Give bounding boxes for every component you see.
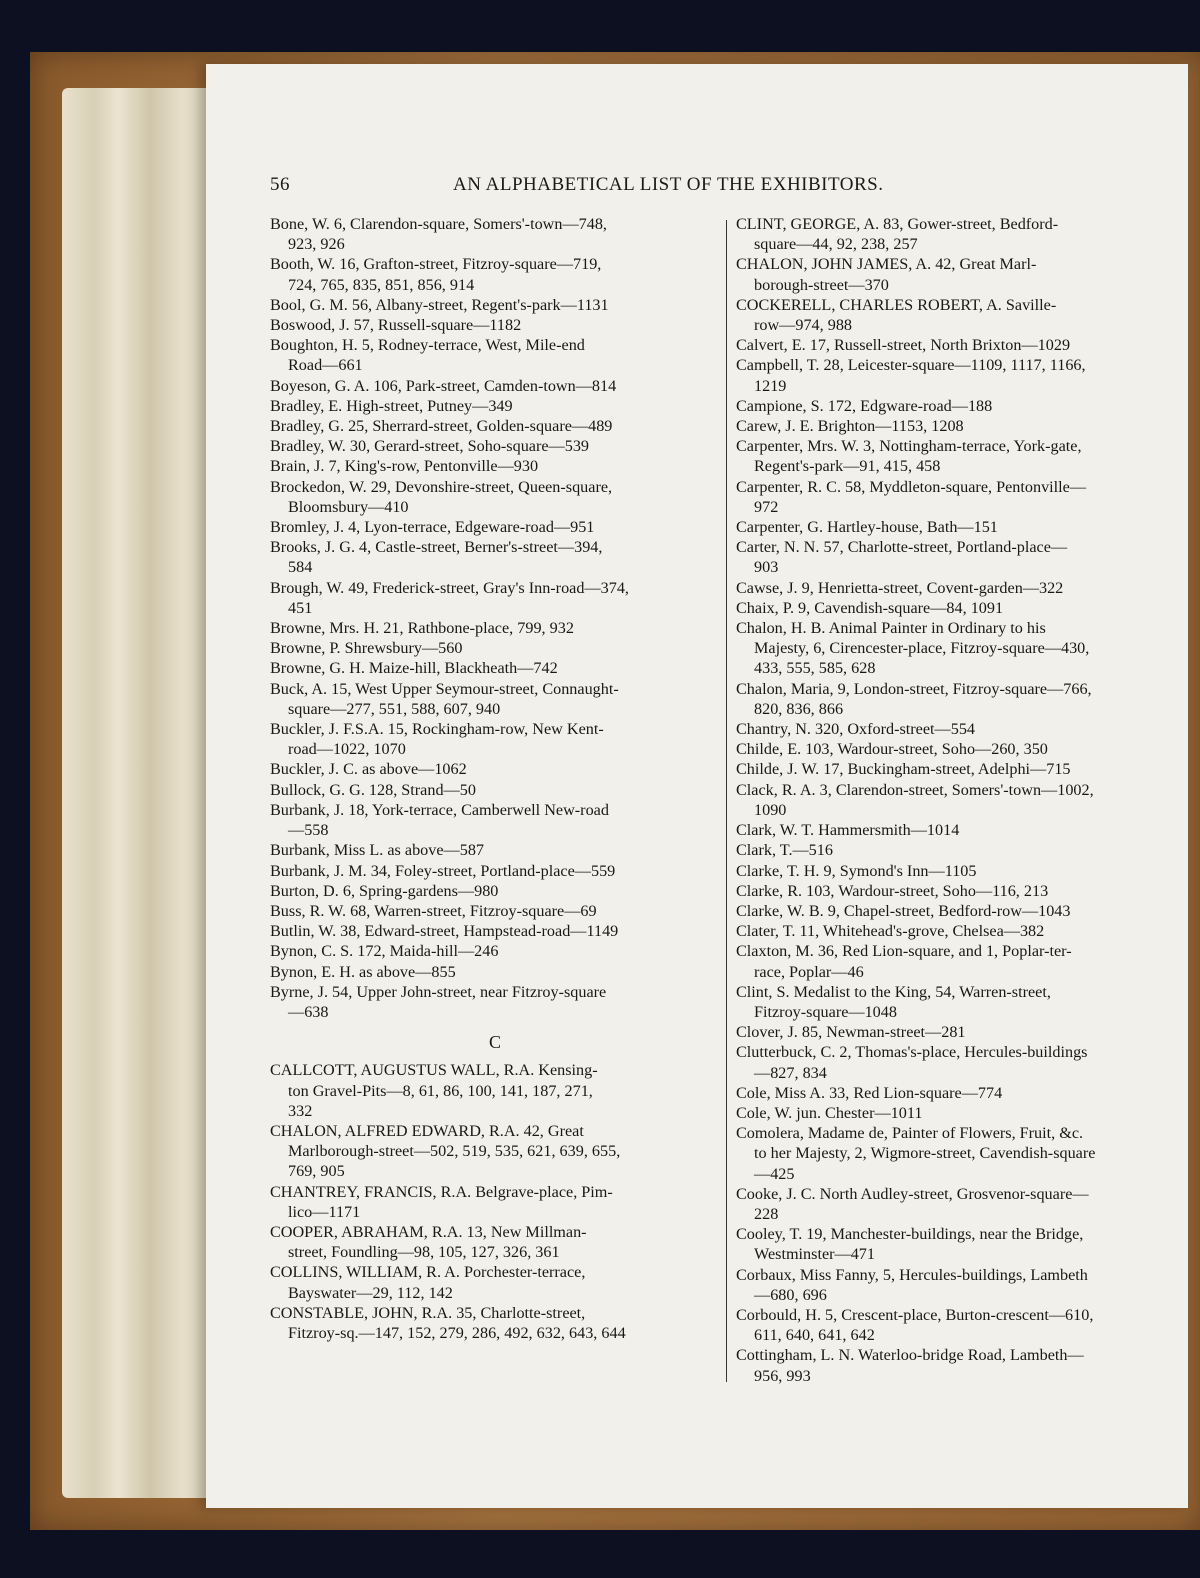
entry-line: Carter, N. N. 57, Charlotte-street, Portland-place—	[736, 538, 1068, 557]
entry-continuation: 724, 765, 835, 851, 856, 914	[288, 275, 475, 294]
list-item	[270, 800, 721, 840]
section-letter: C	[488, 1032, 502, 1053]
list-item	[270, 376, 721, 396]
list-item	[270, 436, 721, 456]
entry-line: Campione, S. 172, Edgware-road—188	[736, 396, 993, 415]
entry-line: Chaix, P. 9, Cavendish-square—84, 1091	[736, 598, 1004, 617]
page-header	[270, 174, 1180, 200]
list-item	[270, 982, 721, 1022]
entry-continuation: Road—661	[288, 356, 363, 375]
list-item	[736, 1042, 1183, 1082]
entry-line: Corbaux, Miss Fanny, 5, Hercules-buildings, Lambeth	[736, 1265, 1088, 1284]
entry-line: Brain, J. 7, King's-row, Pentonville—930	[270, 457, 539, 476]
entry-continuation: 972	[754, 497, 779, 516]
list-item	[736, 1345, 1183, 1385]
list-item	[736, 1123, 1183, 1184]
list-item	[736, 759, 1183, 779]
entry-line: Carew, J. E. Brighton—1153, 1208	[736, 417, 964, 436]
entry-line: Browne, G. H. Maize-hill, Blackheath—742	[270, 659, 558, 678]
entry-line: Boyeson, G. A. 106, Park-street, Camden-town—814	[270, 376, 617, 395]
list-item	[270, 941, 721, 961]
entry-continuation: square—277, 551, 588, 607, 940	[288, 699, 501, 718]
list-item	[736, 719, 1183, 739]
entry-line: Bullock, G. G. 128, Strand—50	[270, 780, 476, 799]
entry-line: Brough, W. 49, Frederick-street, Gray's Inn-road—374,	[270, 578, 629, 597]
list-item	[736, 598, 1183, 618]
entry-line: Butlin, W. 38, Edward-street, Hampstead-road—1149	[270, 922, 619, 941]
list-item	[736, 820, 1183, 840]
entry-line: CHALON, ALFRED EDWARD, R.A. 42, Great	[270, 1121, 584, 1140]
entry-line: Burbank, Miss L. as above—587	[270, 841, 485, 860]
list-item	[270, 921, 721, 941]
right-column	[736, 214, 1183, 1386]
list-item	[270, 517, 721, 537]
entry-line: Chalon, Maria, 9, London-street, Fitzroy-square—766,	[736, 679, 1092, 698]
entry-line: Cottingham, L. N. Waterloo-bridge Road, Lambeth—	[736, 1346, 1084, 1365]
entry-continuation: Regent's-park—91, 415, 458	[754, 457, 941, 476]
list-item	[270, 658, 721, 678]
entry-continuation: 584	[288, 558, 313, 577]
entry-line: Buckler, J. F.S.A. 15, Rockingham-row, New Kent-	[270, 720, 604, 739]
entry-line: Childe, J. W. 17, Buckingham-street, Adelphi—715	[736, 760, 1071, 779]
entry-continuation: 769, 905	[288, 1162, 345, 1181]
list-item	[736, 861, 1183, 881]
entry-line: COLLINS, WILLIAM, R. A. Porchester-terrace,	[270, 1263, 586, 1282]
entry-continuation: Marlborough-street—502, 519, 535, 621, 639, 655,	[288, 1142, 621, 1161]
list-item	[736, 335, 1183, 355]
entry-continuation: Fitzroy-square—1048	[754, 1002, 897, 1021]
entry-continuation: race, Poplar—46	[754, 962, 864, 981]
entry-line: Bradley, E. High-street, Putney—349	[270, 396, 513, 415]
list-item	[736, 739, 1183, 759]
entry-line: Bone, W. 6, Clarendon-square, Somers'-town—748,	[270, 215, 607, 233]
list-item	[270, 861, 721, 881]
entry-continuation: —638	[288, 1002, 329, 1021]
entry-continuation: —558	[288, 821, 329, 840]
entry-line: Bromley, J. 4, Lyon-terrace, Edgeware-road—951	[270, 518, 595, 537]
list-item	[736, 840, 1183, 860]
entry-continuation: 451	[288, 598, 313, 617]
list-item	[270, 396, 721, 416]
entry-line: Clutterbuck, C. 2, Thomas's-place, Hercules-buildings	[736, 1043, 1088, 1062]
list-item	[736, 537, 1183, 577]
entry-line: Clarke, W. B. 9, Chapel-street, Bedford-row—1043	[736, 901, 1071, 920]
list-item	[270, 881, 721, 901]
entry-line: Clark, W. T. Hammersmith—1014	[736, 821, 960, 840]
entries-b-list	[270, 214, 721, 1022]
entry-line: Chalon, H. B. Animal Painter in Ordinary to his	[736, 619, 1046, 638]
list-item	[736, 254, 1183, 294]
list-item	[736, 214, 1183, 254]
entry-continuation: —680, 696	[754, 1285, 827, 1304]
list-item	[270, 335, 721, 375]
page-number: 56	[270, 174, 290, 195]
list-item	[270, 315, 721, 335]
entry-line: Buss, R. W. 68, Warren-street, Fitzroy-square—69	[270, 901, 597, 920]
list-item	[270, 1060, 721, 1121]
list-item	[270, 416, 721, 436]
list-item	[736, 941, 1183, 981]
entry-line: Cole, Miss A. 33, Red Lion-square—774	[736, 1083, 1003, 1102]
entry-line: COOPER, ABRAHAM, R.A. 13, New Millman-	[270, 1222, 587, 1241]
entry-line: Clater, T. 11, Whitehead's-grove, Chelsea—382	[736, 922, 1045, 941]
list-item	[270, 1222, 721, 1262]
entry-line: Chantry, N. 320, Oxford-street—554	[736, 720, 976, 739]
entry-line: Campbell, T. 28, Leicester-square—1109, 1117, 1166,	[736, 356, 1086, 375]
entry-continuation: 923, 926	[288, 235, 345, 254]
entry-continuation: road—1022, 1070	[288, 740, 406, 759]
entry-continuation: 433, 555, 585, 628	[754, 659, 876, 678]
list-item	[736, 295, 1183, 335]
list-item	[270, 578, 721, 618]
entry-continuation: 1219	[754, 376, 787, 395]
entry-continuation: 611, 640, 641, 642	[754, 1326, 875, 1345]
entry-line: Buck, A. 15, West Upper Seymour-street, Connaught-	[270, 679, 619, 698]
entry-line: Browne, P. Shrewsbury—560	[270, 639, 463, 658]
entry-line: Clover, J. 85, Newman-street—281	[736, 1023, 966, 1042]
entry-line: Cawse, J. 9, Henrietta-street, Covent-garden—322	[736, 578, 1064, 597]
entry-line: Burton, D. 6, Spring-gardens—980	[270, 881, 499, 900]
entry-line: Clarke, T. H. 9, Symond's Inn—1105	[736, 861, 977, 880]
list-item	[736, 355, 1183, 395]
entry-continuation: Bayswater—29, 112, 142	[288, 1283, 453, 1302]
entry-line: Claxton, M. 36, Red Lion-square, and 1, Poplar-ter-	[736, 942, 1072, 961]
list-item	[270, 679, 721, 719]
entry-line: Brockedon, W. 29, Devonshire-street, Queen-square,	[270, 477, 613, 496]
list-item	[270, 719, 721, 759]
list-item	[736, 1224, 1183, 1264]
list-item	[736, 1184, 1183, 1224]
entry-line: Cooley, T. 19, Manchester-buildings, near the Bridge,	[736, 1225, 1084, 1244]
list-item	[270, 1262, 721, 1302]
list-item	[736, 679, 1183, 719]
entry-line: Calvert, E. 17, Russell-street, North Brixton—1029	[736, 336, 1071, 355]
left-column	[270, 214, 721, 1343]
entry-line: Brooks, J. G. 4, Castle-street, Berner's-street—394,	[270, 538, 603, 557]
list-item	[270, 780, 721, 800]
list-item	[736, 1083, 1183, 1103]
entry-line: CLINT, GEORGE, A. 83, Gower-street, Bedford-	[736, 215, 1059, 233]
entry-line: Cooke, J. C. North Audley-street, Grosvenor-square—	[736, 1184, 1089, 1203]
list-item	[270, 456, 721, 476]
entry-continuation: Westminster—471	[754, 1245, 875, 1264]
entry-line: Bynon, C. S. 172, Maida-hill—246	[270, 942, 499, 961]
entry-line: Carpenter, G. Hartley-house, Bath—151	[736, 518, 998, 537]
entry-line: Browne, Mrs. H. 21, Rathbone-place, 799, 932	[270, 619, 574, 638]
page-title: AN ALPHABETICAL LIST OF THE EXHIBITORS.	[453, 174, 884, 195]
list-item	[736, 1022, 1183, 1042]
entry-line: COCKERELL, CHARLES ROBERT, A. Saville-	[736, 295, 1057, 314]
list-item	[270, 901, 721, 921]
entry-line: Booth, W. 16, Grafton-street, Fitzroy-square—719,	[270, 255, 602, 274]
entries-c-list	[270, 1060, 721, 1343]
entry-line: Bool, G. M. 56, Albany-street, Regent's-park—1131	[270, 295, 609, 314]
entry-line: Clarke, R. 103, Wardour-street, Soho—116, 213	[736, 881, 1049, 900]
entry-continuation: lico—1171	[288, 1202, 361, 1221]
list-item	[736, 881, 1183, 901]
list-item	[270, 537, 721, 577]
entry-line: Bradley, G. 25, Sherrard-street, Golden-square—489	[270, 417, 613, 436]
entry-continuation: borough-street—370	[754, 275, 889, 294]
entry-continuation: 956, 993	[754, 1366, 811, 1385]
list-item	[736, 982, 1183, 1022]
list-item	[736, 1103, 1183, 1123]
entry-line: Bynon, E. H. as above—855	[270, 962, 456, 981]
list-item	[736, 1305, 1183, 1345]
entry-continuation: 332	[288, 1101, 313, 1120]
entry-line: CALLCOTT, AUGUSTUS WALL, R.A. Kensing-	[270, 1061, 598, 1080]
list-item	[270, 1182, 721, 1222]
entry-continuation: 820, 836, 866	[754, 699, 844, 718]
list-item	[270, 638, 721, 658]
entry-line: Carpenter, R. C. 58, Myddleton-square, Pentonville—	[736, 477, 1087, 496]
entry-line: Carpenter, Mrs. W. 3, Nottingham-terrace, York-gate,	[736, 437, 1082, 456]
list-item	[270, 618, 721, 638]
entry-line: Boswood, J. 57, Russell-square—1182	[270, 316, 522, 335]
list-item	[270, 759, 721, 779]
list-item	[736, 780, 1183, 820]
list-item	[736, 921, 1183, 941]
entry-continuation: 228	[754, 1204, 779, 1223]
entry-line: CHANTREY, FRANCIS, R.A. Belgrave-place, Pim-	[270, 1182, 613, 1201]
list-item	[270, 254, 721, 294]
entry-line: Corbould, H. 5, Crescent-place, Burton-crescent—610,	[736, 1305, 1094, 1324]
list-item	[270, 840, 721, 860]
entry-line: CONSTABLE, JOHN, R.A. 35, Charlotte-street,	[270, 1303, 586, 1322]
entry-line: Boughton, H. 5, Rodney-terrace, West, Mile-end	[270, 336, 585, 355]
entry-line: Cole, W. jun. Chester—1011	[736, 1103, 923, 1122]
entry-line: Comolera, Madame de, Painter of Flowers, Fruit, &c.	[736, 1124, 1084, 1143]
entry-continuation: 1090	[754, 800, 787, 819]
entry-line: Clark, T.—516	[736, 841, 833, 860]
entry-continuation: Fitzroy-sq.—147, 152, 279, 286, 492, 632, 643, 644	[288, 1323, 626, 1342]
entry-line: Byrne, J. 54, Upper John-street, near Fitzroy-square	[270, 982, 607, 1001]
entries-right-list	[736, 214, 1183, 1386]
list-item	[736, 416, 1183, 436]
entry-line: Clint, S. Medalist to the King, 54, Warren-street,	[736, 982, 1051, 1001]
entry-continuation: row—974, 988	[754, 316, 853, 335]
list-item	[270, 1303, 721, 1343]
entry-continuation: Bloomsbury—410	[288, 497, 409, 516]
page-edges	[62, 88, 222, 1498]
list-item	[736, 618, 1183, 679]
entry-line: Buckler, J. C. as above—1062	[270, 760, 467, 779]
list-item	[736, 436, 1183, 476]
list-item	[270, 214, 721, 254]
entry-line: Burbank, J. 18, York-terrace, Camberwell New-road	[270, 800, 609, 819]
entry-line: Clack, R. A. 3, Clarendon-street, Somers'-town—1002,	[736, 780, 1094, 799]
list-item	[736, 517, 1183, 537]
entry-line: Bradley, W. 30, Gerard-street, Soho-square—539	[270, 437, 590, 456]
entry-continuation: —425	[754, 1164, 795, 1183]
list-item	[736, 1265, 1183, 1305]
entry-line: Burbank, J. M. 34, Foley-street, Portland-place—559	[270, 861, 616, 880]
list-item	[736, 396, 1183, 416]
column-divider	[726, 220, 727, 1382]
list-item	[270, 477, 721, 517]
list-item	[270, 1121, 721, 1182]
entry-continuation: ton Gravel-Pits—8, 61, 86, 100, 141, 187, 271,	[288, 1081, 593, 1100]
entry-continuation: 903	[754, 558, 779, 577]
entry-continuation: street, Foundling—98, 105, 127, 326, 361	[288, 1243, 560, 1262]
list-item	[270, 962, 721, 982]
entry-continuation: Majesty, 6, Cirencester-place, Fitzroy-square—430,	[754, 639, 1090, 658]
list-item	[736, 578, 1183, 598]
entry-continuation: square—44, 92, 238, 257	[754, 235, 918, 254]
list-item	[736, 477, 1183, 517]
list-item	[736, 901, 1183, 921]
entry-line: CHALON, JOHN JAMES, A. 42, Great Marl-	[736, 255, 1037, 274]
entry-continuation: to her Majesty, 2, Wigmore-street, Cavendish-square	[754, 1144, 1096, 1163]
list-item	[270, 295, 721, 315]
entry-line: Childe, E. 103, Wardour-street, Soho—260, 350	[736, 740, 1048, 759]
entry-continuation: —827, 834	[754, 1063, 827, 1082]
